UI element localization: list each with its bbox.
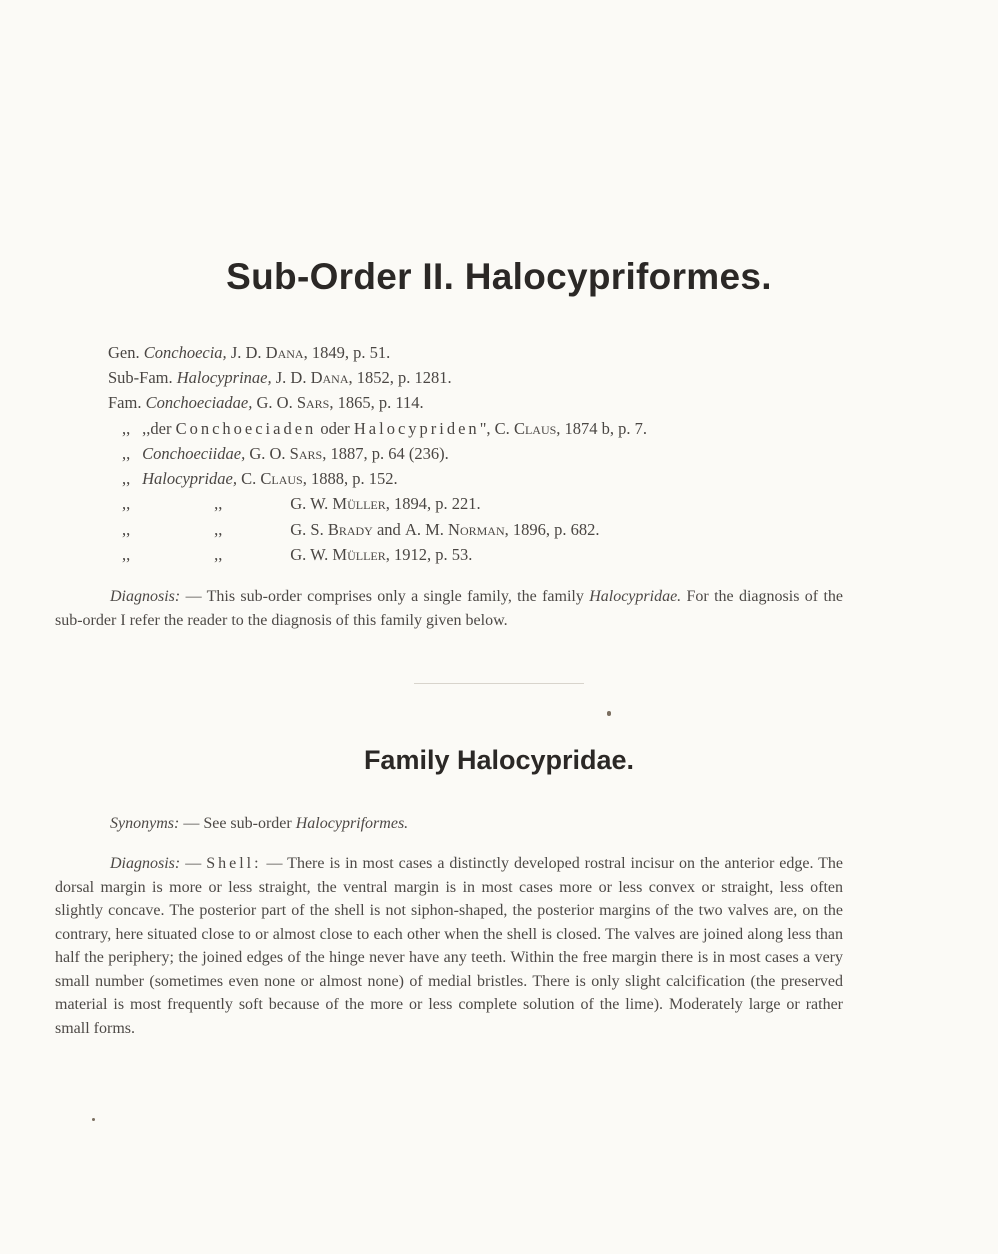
reference: , 1852, p. 1281. — [348, 368, 452, 387]
taxon-name: Conchoeciadae, — [145, 393, 253, 412]
author-name: Claus — [513, 419, 557, 438]
print-speck — [607, 711, 611, 716]
connector: oder — [316, 419, 354, 438]
synonyms-reference: Halocypriformes. — [295, 815, 409, 832]
synonyms-text: — See sub-order — [179, 815, 296, 832]
taxon-name: Conchoecia, — [143, 343, 227, 362]
diagnosis-dash: — — [180, 855, 207, 872]
section-divider — [414, 683, 584, 684]
family-synonyms — [55, 812, 843, 836]
spaced-term: Conchoeciaden — [175, 419, 317, 438]
author-name: C. Claus — [241, 469, 303, 488]
reference: , 1874 b, p. 7. — [556, 419, 648, 438]
print-speck — [92, 1118, 95, 1121]
author-name: J. D. Dana — [275, 368, 349, 387]
ditto-mark: ,, — [122, 469, 131, 488]
suborder-diagnosis — [55, 585, 843, 632]
ditto-mark: ,, — [122, 520, 131, 539]
reference: , 1894, p. 221. — [385, 494, 481, 513]
quote-open: ,,der — [142, 419, 176, 438]
diagnosis-text: For the diagnosis of the sub-order I refer the reader to the diagnosis of this family given below. — [55, 588, 843, 629]
shell-label: Shell: — [206, 855, 262, 872]
spaced-term: Halocypriden — [353, 419, 480, 438]
synonymy-line — [122, 443, 449, 465]
quote-close: ", C. — [479, 419, 514, 438]
reference: , 1865, p. 114. — [329, 393, 424, 412]
author-name: G. O. Sars — [256, 393, 330, 412]
author-name: G. W. Müller — [290, 545, 386, 564]
synonymy-line — [122, 468, 398, 490]
synonymy-prefix: Fam. — [108, 393, 142, 412]
ditto-mark: ,, — [214, 520, 223, 539]
author-name: G. S. Brady — [290, 520, 373, 539]
synonymy-prefix: Sub-Fam. — [108, 368, 173, 387]
author-name: J. D. Dana — [230, 343, 304, 362]
diagnosis-label: Diagnosis: — [110, 588, 181, 605]
family-reference: Halocypridae. — [589, 588, 682, 605]
reference: , 1849, p. 51. — [303, 343, 391, 362]
diagnosis-text: — This sub-order comprises only a single family, the family — [180, 588, 590, 605]
synonymy-line — [108, 367, 452, 389]
reference: , 1896, p. 682. — [504, 520, 600, 539]
ditto-mark: ,, — [122, 419, 131, 438]
suborder-title: Sub-Order II. Halocypriformes. — [226, 256, 772, 297]
synonymy-line — [122, 493, 481, 515]
reference: , 1912, p. 53. — [385, 545, 473, 564]
taxon-name: Halocypridae, — [142, 469, 237, 488]
ditto-mark: ,, — [122, 494, 131, 513]
ditto-mark: ,, — [214, 545, 223, 564]
taxon-name: Halocyprinae, — [176, 368, 272, 387]
family-diagnosis — [55, 852, 843, 1040]
diagnosis-label: Diagnosis: — [110, 855, 181, 872]
author-name: A. M. Norman — [404, 520, 505, 539]
synonymy-line — [122, 519, 600, 541]
diagnosis-text: — There is in most cases a distinctly developed rostral incisur on the anterior edge. The dorsal margin is more or less straight, the ventral margin is in most cases more or less convex or straight, less often slightly concave. The posterior part of the shell is not siphon-shaped, the posterior margins of the two valves are, on the contrary, here situated close to or almost close to each other when the shell is closed. The valves are joined along less than half the periphery; the joined edges of the hinge never have any teeth. Within the free margin there is in most cases a very small number (sometimes even none or almost none) of medial bristles. There is only slight calcification (the preserved material is most frequently soft because of the more or less complete solution of the lime). Moderately large or rather small forms. — [55, 855, 844, 1037]
ditto-mark: ,, — [122, 444, 131, 463]
connector: and — [372, 520, 405, 539]
family-title: Family Halocypridae. — [363, 745, 635, 775]
synonymy-line — [122, 544, 472, 566]
reference: , 1888, p. 152. — [302, 469, 398, 488]
synonymy-line — [108, 342, 390, 364]
synonymy-line — [122, 418, 647, 440]
author-name: G. O. Sars — [249, 444, 323, 463]
reference: , 1887, p. 64 (236). — [322, 444, 449, 463]
synonymy-line — [108, 392, 424, 414]
ditto-mark: ,, — [122, 545, 131, 564]
taxon-name: Conchoeciidae, — [142, 444, 246, 463]
synonymy-prefix: Gen. — [108, 343, 140, 362]
synonyms-label: Synonyms: — [110, 815, 180, 832]
ditto-mark: ,, — [214, 494, 223, 513]
author-name: G. W. Müller — [290, 494, 386, 513]
